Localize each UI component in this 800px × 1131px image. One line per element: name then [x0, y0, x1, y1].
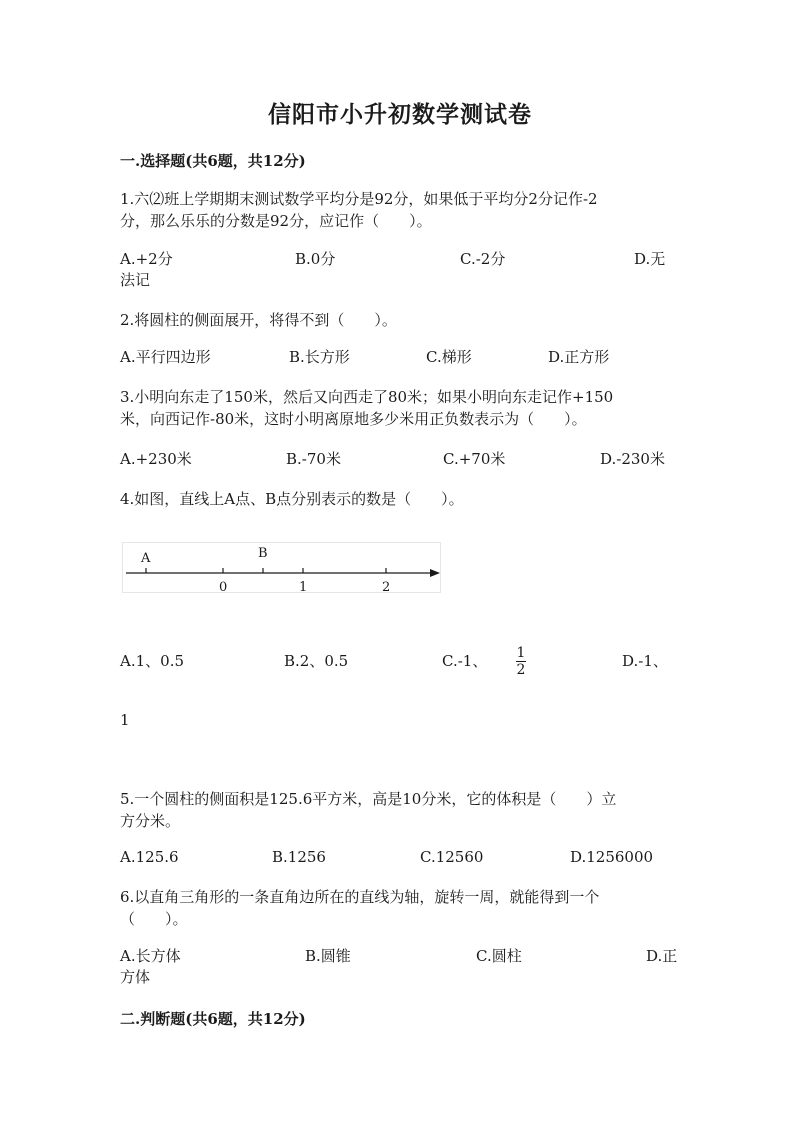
option-c: C.圆柱: [476, 947, 522, 965]
question-text-line: 5.一个圆柱的侧面积是125.6平方米，高是10分米，它的体积是（ ）立: [120, 790, 617, 808]
option-d: D.正方形: [548, 348, 610, 366]
fraction-denominator: 2: [516, 662, 526, 678]
point-b-label: B: [258, 546, 268, 561]
section-heading-judgment: 二.判断题(共6题，共12分): [120, 1010, 306, 1028]
figure-border: [123, 543, 441, 593]
tick-label: 0: [219, 580, 228, 594]
fraction-numerator: 1: [516, 645, 526, 661]
option-c: C.12560: [420, 848, 484, 866]
option-d: D.无: [634, 250, 666, 268]
question-text-line: 3.小明向东走了150米，然后又向西走了80米；如果小明向东走记作+150: [120, 388, 614, 406]
point-a-label: A: [141, 551, 151, 566]
question-text-line: 1.六⑵班上学期期末测试数学平均分是92分，如果低于平均分2分记作-2: [120, 190, 598, 208]
option-c: C.+70米: [443, 450, 506, 468]
option-a: A.1、0.5: [120, 652, 184, 670]
option-d: D.正: [646, 947, 678, 965]
option-c: C.-1、: [442, 652, 488, 670]
option-a: A.平行四边形: [120, 348, 211, 366]
option-d-continued: 1: [120, 711, 130, 729]
fraction-one-half: [514, 646, 528, 677]
arrow-icon: [430, 569, 440, 577]
question-text-line: 2.将圆柱的侧面展开，将得不到（ ）。: [120, 311, 397, 329]
tick-label: 1: [299, 580, 308, 594]
option-d-continued: 方体: [120, 968, 151, 986]
option-a: A.+2分: [120, 250, 173, 268]
option-b: B.长方形: [289, 348, 350, 366]
option-b: B.0分: [295, 250, 336, 268]
option-a: A.125.6: [120, 848, 179, 866]
question-text-line: 4.如图，直线上A点、B点分别表示的数是（ ）。: [120, 490, 464, 508]
number-line-figure: [122, 542, 442, 594]
option-c: C.-2分: [460, 250, 506, 268]
question-text-line: （ ）。: [120, 910, 188, 928]
question-text-line: 方分米。: [120, 812, 181, 830]
option-d: D.-230米: [600, 450, 665, 468]
option-d-continued: 法记: [120, 271, 151, 289]
option-a: A.+230米: [120, 450, 192, 468]
option-b: B.圆锥: [305, 947, 351, 965]
option-c: C.梯形: [426, 348, 472, 366]
option-d: D.-1、: [622, 652, 668, 670]
section-heading-choice: 一.选择题(共6题，共12分): [120, 152, 306, 170]
option-d: D.1256000: [570, 848, 654, 866]
exam-title: 信阳市小升初数学测试卷: [268, 101, 532, 128]
option-a: A.长方体: [120, 947, 181, 965]
question-text-line: 6.以直角三角形的一条直角边所在的直线为轴，旋转一周，就能得到一个: [120, 888, 600, 906]
option-b: B.1256: [272, 848, 326, 866]
question-text-line: 米，向西记作-80米，这时小明离原地多少米用正负数表示为（ ）。: [120, 410, 587, 428]
question-text-line: 分，那么乐乐的分数是92分，应记作（ ）。: [120, 212, 432, 230]
option-b: B.2、0.5: [284, 652, 349, 670]
option-b: B.-70米: [286, 450, 341, 468]
tick-label: 2: [382, 580, 391, 594]
